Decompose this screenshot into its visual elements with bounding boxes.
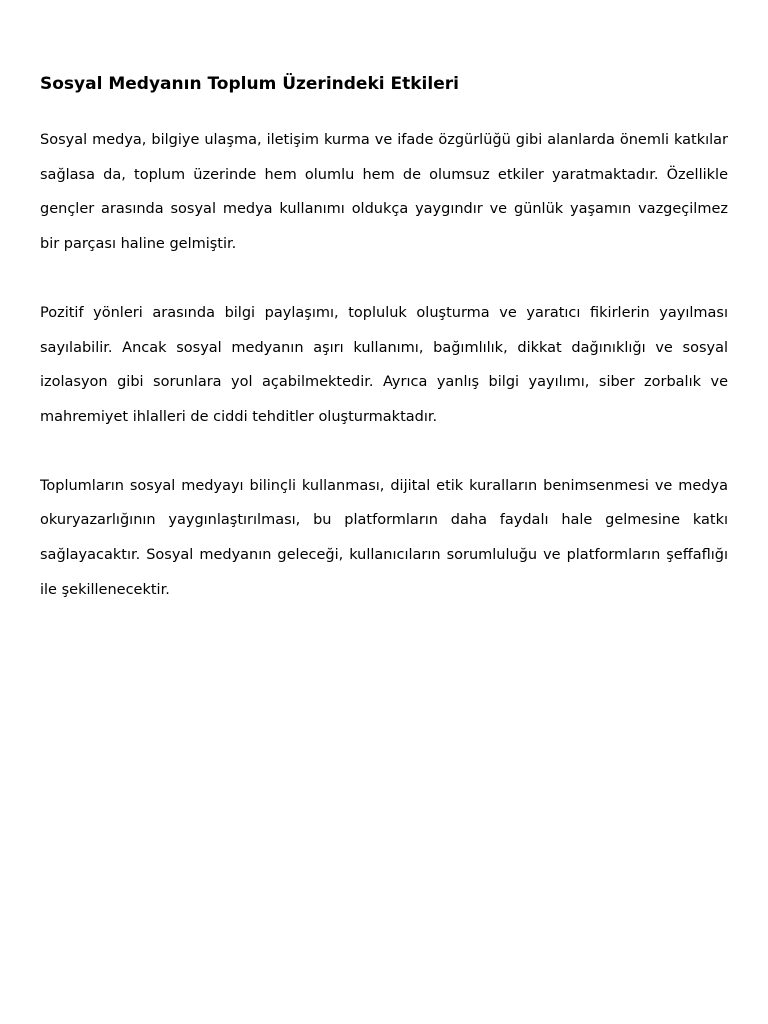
paragraph-1: Sosyal medya, bilgiye ulaşma, iletişim kurma ve ifade özgürlüğü gibi alanlarda önemli katkılar sağlasa da, toplum üzerinde hem olumlu hem de olumsuz etkiler yaratmaktadır. Özellikle gençler arasında sosyal medya kullanımı oldukça yaygındır ve günlük yaşamın vazgeçilmez bir parçası haline gelmiştir. [40,132,728,253]
document-title: Sosyal Medyanın Toplum Üzerindeki Etkileri [40,74,459,94]
paragraph-3: Toplumların sosyal medyayı bilinçli kullanması, dijital etik kuralların benimsenmesi ve medya okuryazarlığının yaygınlaştırılması, bu platformların daha faydalı hale gelmesine katkı sağlayacaktır. Sosyal medyanın geleceği, kullanıcıların sorumluluğu ve platformların şeffaflığı ile şekillenecektir. [40,477,728,598]
paragraph-2: Pozitif yönleri arasında bilgi paylaşımı, topluluk oluşturma ve yaratıcı fikirlerin yayılması sayılabilir. Ancak sosyal medyanın aşırı kullanımı, bağımlılık, dikkat dağınıklığı ve sosyal izolasyon gibi sorunlara yol açabilmektedir. Ayrıca yanlış bilgi yayılımı, siber zorbalık ve mahremiyet ihlalleri de ciddi tehditler oluşturmaktadır. [40,304,728,425]
